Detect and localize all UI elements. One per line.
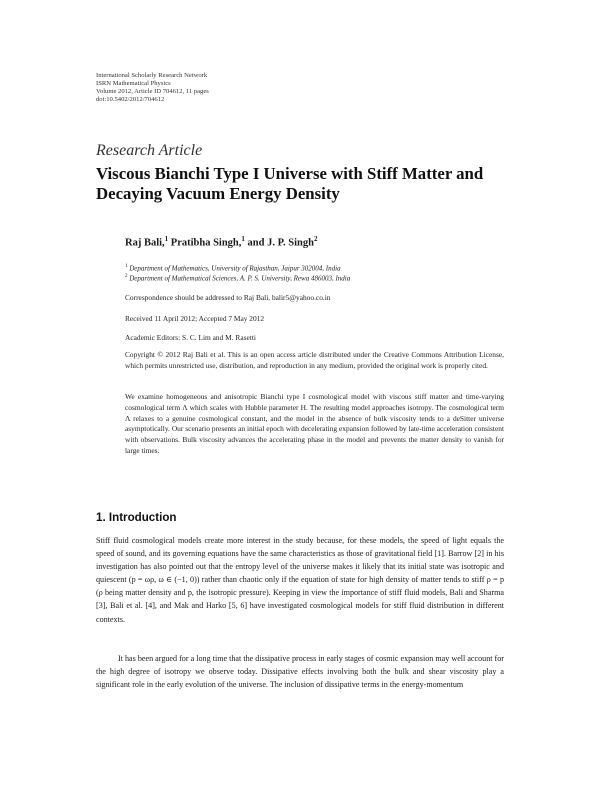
affiliation-text: Department of Mathematical Sciences, A. P. S. University, Rewa 486003, India	[129, 274, 351, 283]
author-name: Pratibha Singh,	[170, 237, 242, 249]
affiliation	[125, 264, 341, 272]
author-list	[125, 235, 317, 249]
author-affil-mark: 1	[164, 235, 169, 243]
academic-editors: Academic Editors: S. C. Lim and M. Rasetti	[125, 333, 256, 342]
copyright-notice: Copyright © 2012 Raj Bali et al. This is an open access article distributed under the Creative Commons Attribution License, which permits unrestricted use, distribution, and reproduction in any medium, provided the original work is properly cited.	[125, 350, 504, 370]
paper-title: Viscous Bianchi Type I Universe with Stiff Matter and Decaying Vacuum Energy Density	[96, 164, 484, 203]
affiliation-text: Department of Mathematics, University of Rajasthan, Jaipur 302004, India	[129, 264, 341, 273]
received-dates: Received 11 April 2012; Accepted 7 May 2012	[125, 314, 265, 323]
journal-publisher: International Scholarly Research Network	[96, 72, 208, 79]
journal-volume: Volume 2012, Article ID 704612, 11 pages	[96, 88, 209, 95]
author-affil-mark: 2	[313, 235, 318, 243]
journal-header	[96, 72, 209, 104]
body-paragraph: Stiff fluid cosmological models create more interest in the study because, for these models, the speed of light equals the speed of sound, and its governing equations have the same characteristics as those of gravitational field [1]. Barrow [2] in his investigation has also pointed out that the entropy level of the universe makes it likely that its initial state was isotropic and quiescent (p = ωρ, ω ∈ (−1, 0)) rather than chaotic only if the equation of state for high density of matter tends to stiff ρ = p (ρ being matter density and p, the isotropic pressure). Keeping in view the importance of stiff fluid models, Bali and Sharma [3], Bali et al. [4], and Mak and Harko [5, 6] have investigated cosmological models for stiff fluid distribution in different contexts.	[96, 536, 504, 624]
article-type: Research Article	[96, 142, 203, 159]
author-affil-mark: 1	[241, 235, 245, 243]
affiliation	[125, 274, 350, 282]
journal-doi: doi:10.5402/2012/704612	[96, 96, 165, 103]
author-conjunction: and	[247, 237, 265, 249]
author-name: J. P. Singh	[267, 237, 314, 249]
correspondence: Correspondence should be addressed to Raj Bali, balir5@yahoo.co.in	[125, 293, 331, 302]
body-paragraph: It has been argued for a long time that the dissipative process in early stages of cosmic expansion may well account for the high degree of isotropy we observe today. Dissipative effects involving both the bulk and shear viscosity play a significant role in the early evolution of the universe. The inclusion of dissipative terms in the energy-momentum	[96, 654, 504, 690]
author-name: Raj Bali,	[125, 237, 165, 249]
journal-name: ISRN Mathematical Physics	[96, 80, 171, 87]
affiliation-mark: 1	[125, 264, 128, 269]
abstract: We examine homogeneous and anisotropic Bianchi type I cosmological model with viscous stiff matter and time-varying cosmological term Λ which scales with Hubble parameter H. The resulting model approaches isotropy. The cosmological term Λ relaxes to a genuine cosmological constant, and the model in the absence of bulk viscosity tends to a deSitter universe asymptotically. Our scenario presents an initial epoch with decelerating expansion followed by late-time acceleration consistent with observations. Bulk viscosity advances the accelerating phase in the model and prevents the matter density to vanish for large times.	[125, 392, 504, 455]
section-heading: 1. Introduction	[96, 511, 177, 524]
affiliation-mark: 2	[125, 274, 128, 279]
